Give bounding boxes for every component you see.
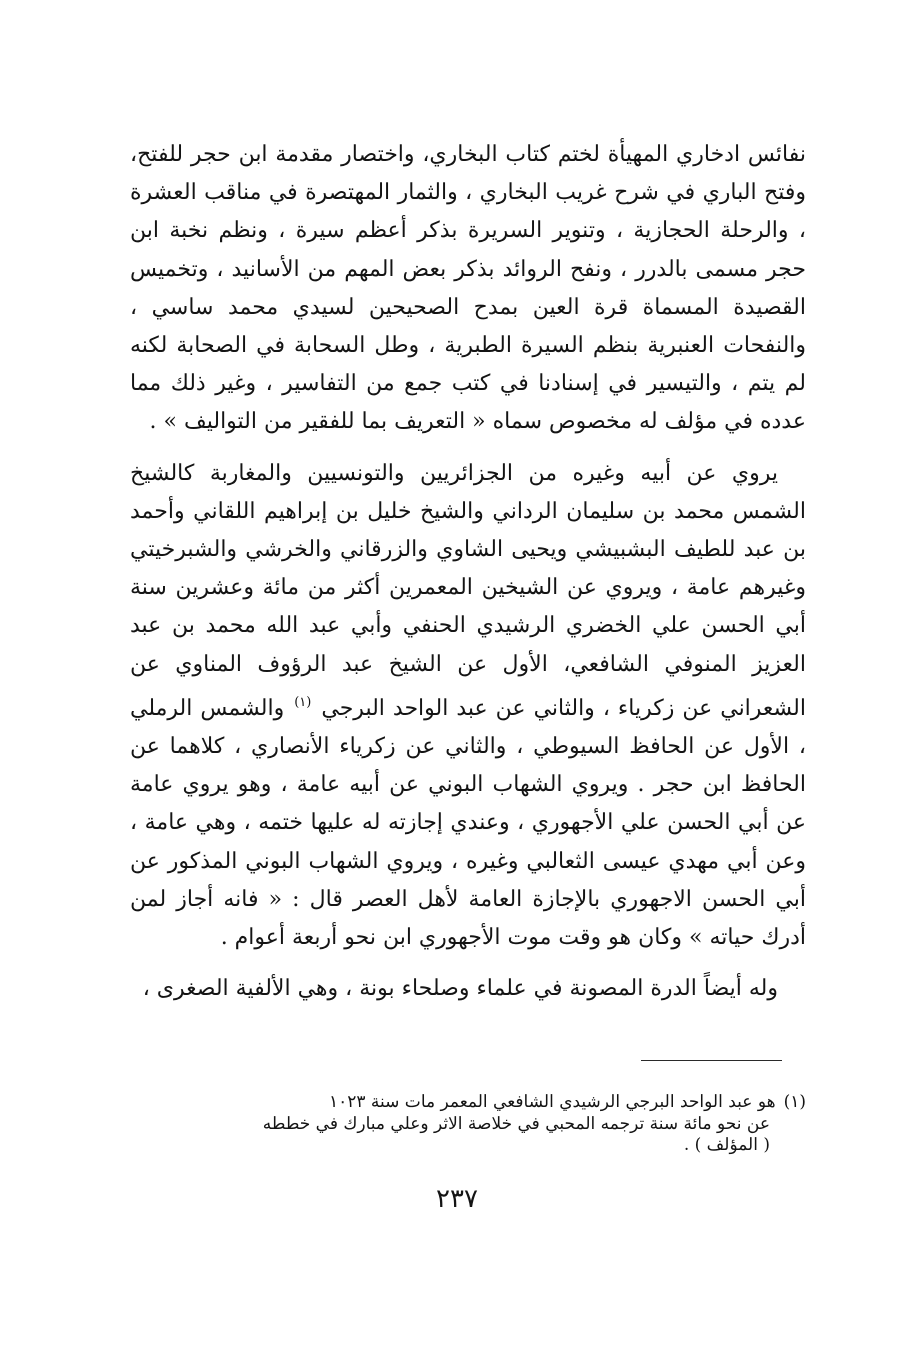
footnote-reference[interactable]: (١) bbox=[294, 694, 312, 710]
body-text bbox=[130, 136, 806, 1008]
paragraph-text-part-1: يروي عن أبيه وغيره من الجزائريين والتونسيين والمغاربة كالشيخ الشمس محمد بن سليمان الرداني والشيخ خليل بن إبراهيم اللقاني وأحمد بن عبد للطيف البشبيشي ويحيى الشاوي والزرقاني والخرشي والشبرخيتي وغيرهم عامة ، ويروي عن الشيخين المعمرين أكثر من مائة وعشرين سنة أبي الحسن علي الخضري الرشيدي الحنفي وأبي عبد الله محمد بن عبد العزيز المنوفي الشافعي، الأول عن الشيخ عبد الرؤوف المناوي عن الشعراني عن زكرياء ، والثاني عن عبد الواحد البرجي bbox=[130, 460, 806, 721]
text-line: نفائس ادخاري المهيأة لختم كتاب البخاري، واختصار مقدمة ابن حجر للفتح، bbox=[130, 142, 806, 167]
paragraph-text-part-2: والشمس الرملي ، الأول عن الحافظ السيوطي ، والثاني عن زكرياء الأنصاري ، كلاهما عن الحافظ ابن حجر . ويروي الشهاب البوني عن أبيه عامة ، وهو يروي عامة عن أبي الحسن علي الأجهوري ، وعندي إجازته له عليها ختمه ، وهي عامة ، وعن أبي مهدي عيسى الثعالبي وغيره ، ويروي الشهاب البوني المذكور عن أبي الحسن الاجهوري بالإجازة العامة لأهل العصر قال : « فانه أجاز لمن أدرك حياته » وكان هو وقت موت الأجهوري ابن نحو أربعة أعوام . bbox=[130, 695, 806, 951]
page-number: ٢٣٧ bbox=[436, 1184, 478, 1214]
footnote bbox=[134, 1092, 806, 1157]
footnote-divider bbox=[641, 1060, 782, 1061]
text-line: العنبرية بنظم السيرة الطبرية ، وطل السحابة في الصحابة لكنه لم يتم ، والتيسير bbox=[130, 333, 806, 397]
footnote-text: هو عبد الواحد البرجي الرشيدي الشافعي المعمر مات سنة ١٠٢٣ bbox=[328, 1092, 776, 1112]
footnote-line: ( المؤلف ) . bbox=[683, 1135, 770, 1155]
paragraph-works-list bbox=[130, 136, 806, 442]
text-line: القصيدة المسماة قرة العين بمدح الصحيحين لسيدي محمد ساسي ، والنفحات bbox=[130, 294, 807, 359]
text-line: مسمى بالدرر ، ونفح الروائد بذكر بعض المهم من الأسانيد ، وتخميس bbox=[130, 256, 759, 282]
text-line: مخصوص سماه « التعريف بما للفقير من التواليف » . bbox=[149, 409, 633, 435]
paragraph-closing bbox=[130, 970, 806, 1008]
footnote-marker: (١) bbox=[783, 1092, 806, 1112]
paragraph-chains-of-narration bbox=[130, 455, 806, 958]
footnote-line bbox=[134, 1092, 806, 1114]
text-line: وفتح الباري في شرح غريب البخاري ، والثمار المهتصرة في مناقب العشرة ، bbox=[130, 180, 806, 244]
paragraph-text: وله أيضاً الدرة المصونة في علماء وصلحاء بونة ، وهي الألفية الصغرى ، bbox=[142, 976, 778, 1002]
text-line: والرحلة الحجازية ، وتنوير السريرة بذكر أعظم سيرة ، ونظم نخبة ابن حجر bbox=[130, 218, 806, 282]
footnote-line: عن نحو مائة سنة ترجمه المحبي في خلاصة الاثر وعلي مبارك في خططه bbox=[262, 1113, 770, 1134]
text-line: في إسنادنا في كتب جمع من التفاسير ، وغير ذلك مما عدده في مؤلف له bbox=[130, 371, 806, 435]
